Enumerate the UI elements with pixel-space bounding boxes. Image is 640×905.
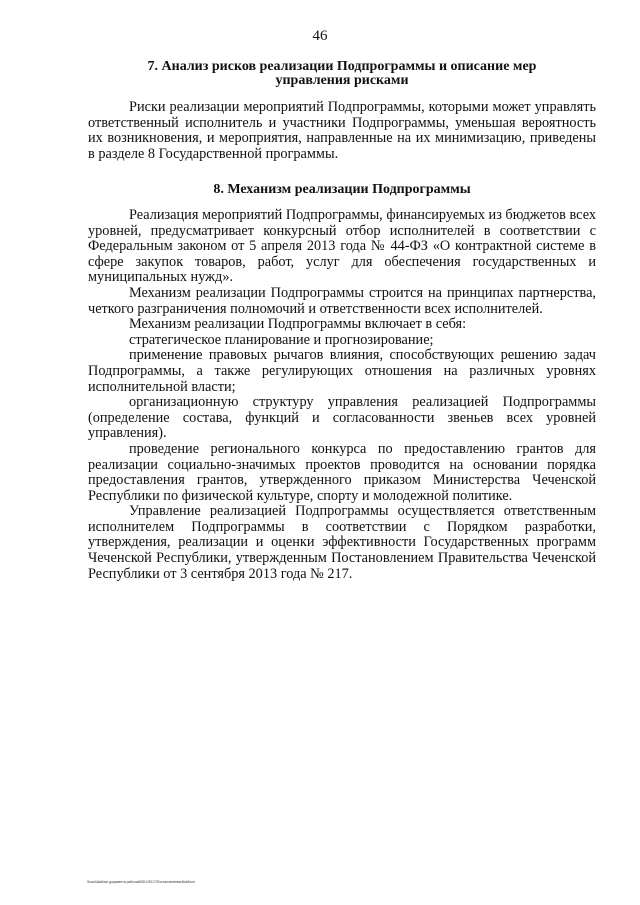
- paragraph: Механизм реализации Подпрограммы строится на принципах партнерства, четкого разграничения полномочий и ответственности всех исполнителей.: [88, 284, 596, 317]
- list-item: проведение регионального конкурса по предоставлению грантов для реализации социально-значимых проектов проводится на основании порядка предоставления грантов, утвержденного приказом Министерства Чеченской Республики по физической культуре, спорту и молодежной политике.: [88, 440, 596, 504]
- paragraph: Механизм реализации Подпрограммы включает в себя:: [129, 316, 467, 333]
- section-7-body: [88, 100, 596, 162]
- list-item: организационную структуру управления реализацией Подпрограммы (определение состава, функций и согласованности звеньев всех уровней управления).: [88, 394, 596, 442]
- list-item: применение правовых рычагов влияния, способствующих решению задач Подпрограммы, а также регулирующих отношения на различных уровнях исполнительной власти;: [88, 347, 596, 395]
- section-8-heading: [88, 183, 596, 197]
- section-7-title-line-2: управления рисками: [275, 73, 409, 88]
- list-item: стратегическое планирование и прогнозирование;: [129, 331, 434, 348]
- paragraph: Управление реализацией Подпрограммы осуществляется ответственным исполнителем Подпрограммы в соответствии с Порядком разработки, утверждения, реализации и оценки эффективности Государственных программ Чеченской Республики, утвержденным Постановлением Правительства Чеченской Республики от 3 сентября 2013 года № 217.: [88, 503, 596, 582]
- section-8-title: 8. Механизм реализации Подпрограммы: [213, 182, 471, 197]
- section-7-title-line-1: 7. Анализ рисков реализации Подпрограммы и описание мер: [147, 59, 537, 74]
- footer-file-path: Scan/Шаблон документа рабочий/ОКУ/2017/Постановление/Шаблон: [87, 880, 195, 884]
- page-number: 46: [312, 28, 328, 44]
- paragraph: Риски реализации мероприятий Подпрограммы, которыми может управлять ответственный исполнитель и участники Подпрограммы, уменьшая вероятность их возникновения, и мероприятия, направленные на их минимизацию, приведены в разделе 8 Государственной программы.: [88, 99, 596, 162]
- section-7-heading: [88, 60, 596, 88]
- paragraph: Реализация мероприятий Подпрограммы, финансируемых из бюджетов всех уровней, предусматривает конкурсный отбор исполнителей в соответствии с Федеральным законом от 5 апреля 2013 года № 44-ФЗ «О контрактной системе в сфере закупок товаров, работ, услуг для обеспечения государственных и муниципальных нужд».: [88, 207, 596, 286]
- section-8-body: [88, 208, 596, 582]
